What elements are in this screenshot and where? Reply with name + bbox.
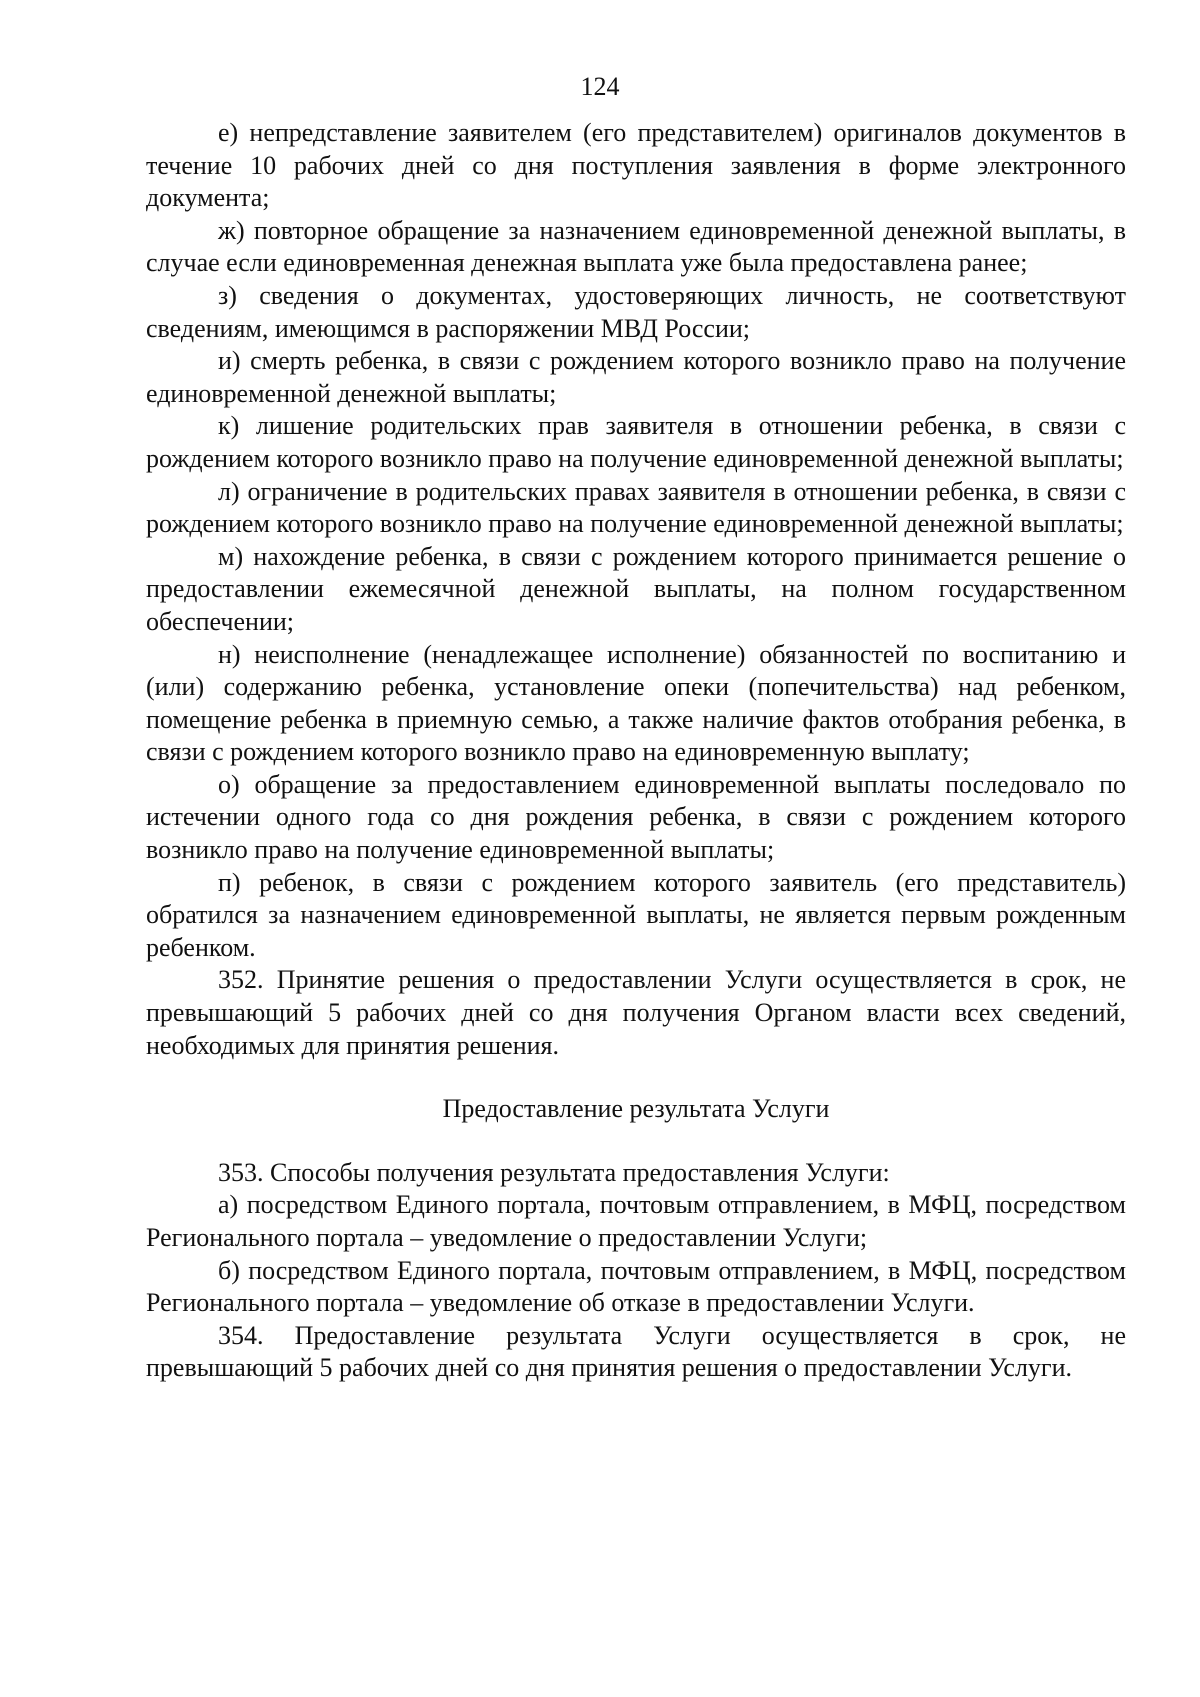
paragraph-zh: ж) повторное обращение за назначением единовременной денежной выплаты, в случае если единовременная денежная выплата уже была предоставлена ранее; (146, 215, 1126, 278)
paragraph-l: л) ограничение в родительских правах заявителя в отношении ребенка, в связи с рождением которого возникло право на получение единовременной денежной выплаты; (146, 476, 1126, 539)
page-number: 124 (580, 72, 620, 101)
paragraph-z: з) сведения о документах, удостоверяющих личность, не соответствуют сведениям, имеющимся в распоряжении МВД России; (146, 280, 1126, 343)
section-heading: Предоставление результата Услуги (442, 1094, 830, 1124)
paragraph-353-a: а) посредством Единого портала, почтовым отправлением, в МФЦ, посредством Регионального портала – уведомление о предоставлении Услуги; (146, 1190, 1126, 1252)
paragraph-352: 352. Принятие решения о предоставлении Услуги осуществляется в срок, не превышающий 5 рабочих дней со дня получения Органом власти всех сведений, необходимых для принятия решения. (146, 965, 1126, 1060)
paragraph-k: к) лишение родительских прав заявителя в отношении ребенка, в связи с рождением которого возникло право на получение единовременной денежной выплаты; (146, 411, 1126, 473)
paragraph-n: н) неисполнение (ненадлежащее исполнение) обязанностей по воспитанию и (или) содержанию ребенка, установление опеки (попечительства) над ребенком, помещение ребенка в приемную семью, а также наличие фактов отобрания ребенка, в связи с рождением которого возникло право на единовременную выплату; (146, 639, 1126, 767)
paragraph-m: м) нахождение ребенка, в связи с рождением которого принимается решение о предоставлении ежемесячной денежной выплаты, на полном государственном обеспечении; (146, 541, 1126, 636)
paragraph-353: 353. Способы получения результата предоставления Услуги: (218, 1157, 890, 1187)
paragraph-i: и) смерть ребенка, в связи с рождением которого возникло право на получение единовременной денежной выплаты; (146, 346, 1126, 408)
paragraph-p: п) ребенок, в связи с рождением которого заявитель (его представитель) обратился за назначением единовременной выплаты, не является первым рожденным ребенком. (146, 867, 1126, 962)
document-body (146, 117, 1126, 1385)
paragraph-353-b: б) посредством Единого портала, почтовым отправлением, в МФЦ, посредством Регионального портала – уведомление об отказе в предоставлении Услуги. (146, 1255, 1126, 1318)
paragraph-354: 354. Предоставление результата Услуги осуществляется в срок, не превышающий 5 рабочих дней со дня принятия решения о предоставлении Услуги. (146, 1320, 1126, 1383)
paragraph-o: о) обращение за предоставлением единовременной выплаты последовало по истечении одного года со дня рождения ребенка, в связи с рождением которого возникло право на получение единовременной выплаты; (146, 769, 1126, 865)
paragraph-e: е) непредставление заявителем (его представителем) оригиналов документов в течение 10 рабочих дней со дня поступления заявления в форме электронного документа; (146, 118, 1126, 213)
